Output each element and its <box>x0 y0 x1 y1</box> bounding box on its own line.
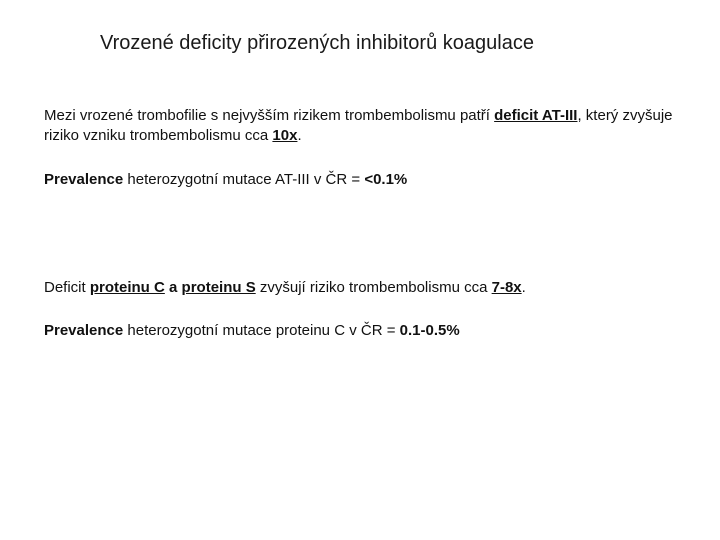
p3-and: a <box>164 279 182 296</box>
slide-title: Vrozené deficity přirozených inhibitorů koagulace <box>100 32 534 54</box>
prevalence-label: Prevalence <box>44 171 124 188</box>
protein-s-term: proteinu S <box>181 279 256 296</box>
p1-text-2: , který zvyšuje riziko vzniku trombembolismu cca <box>44 107 673 144</box>
p1-text-1: Mezi vrozené trombofilie s nejvyšším rizikem trombembolismu patří <box>44 107 495 124</box>
deficit-at3-term: deficit AT-III <box>494 107 578 124</box>
prevalence-label-2: Prevalence <box>44 322 124 339</box>
p3-text-3: . <box>521 279 526 296</box>
protein-c-term: proteinu C <box>89 279 165 296</box>
paragraph-at3-prevalence <box>44 170 694 190</box>
paragraph-protein-c-prevalence <box>44 321 694 341</box>
p4-text: heterozygotní mutace proteinu C v ČR = <box>123 322 400 339</box>
paragraph-protein-cs-risk <box>44 278 694 298</box>
protein-c-prevalence-value: 0.1-0.5% <box>399 322 460 339</box>
p3-text-2: zvyšují riziko trombembolismu cca <box>255 279 492 296</box>
paragraph-at3-risk <box>44 106 694 146</box>
at3-risk-factor: 10x <box>272 127 298 144</box>
p1-text-3: . <box>297 127 302 144</box>
protein-cs-risk-factor: 7-8x <box>491 279 522 296</box>
p3-text-1: Deficit <box>44 279 90 296</box>
p2-text: heterozygotní mutace AT-III v ČR = <box>123 171 365 188</box>
at3-prevalence-value: <0.1% <box>364 171 408 188</box>
